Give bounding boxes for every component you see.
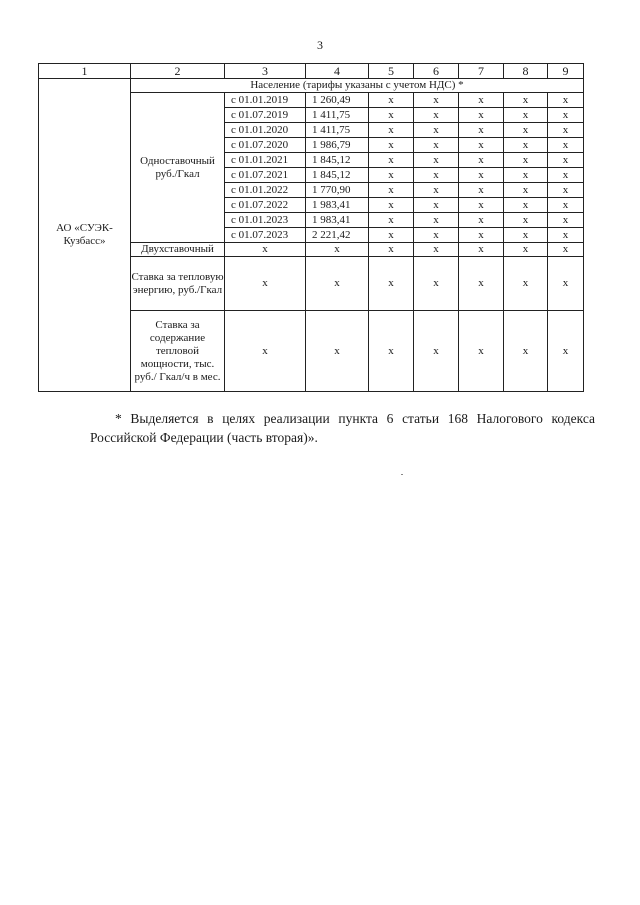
column-number-row — [39, 64, 584, 79]
column-number: 5 — [369, 64, 414, 79]
empty-mark: х — [459, 138, 504, 153]
capacity-rate-label: Ставка за содержание тепловой мощности, тыс. руб./ Гкал/ч в мес. — [131, 311, 225, 392]
empty-mark: х — [548, 228, 584, 243]
empty-mark: х — [459, 228, 504, 243]
empty-mark: х — [306, 243, 369, 257]
empty-mark: х — [548, 183, 584, 198]
empty-mark: х — [369, 123, 414, 138]
footnote-text: * Выделяется в целях реализации пункта 6 статьи 168 Налогового кодекса Российской Федерации (часть вторая)». — [90, 411, 595, 445]
tariff-value: 1 845,12 — [306, 168, 369, 183]
empty-mark: х — [225, 243, 306, 257]
empty-mark: х — [306, 311, 369, 392]
stray-mark — [401, 474, 403, 475]
empty-mark: х — [414, 138, 459, 153]
footnote — [90, 409, 595, 447]
empty-mark: х — [369, 213, 414, 228]
empty-mark: х — [225, 257, 306, 311]
empty-mark: х — [504, 213, 548, 228]
empty-mark: х — [369, 168, 414, 183]
empty-mark: х — [459, 213, 504, 228]
empty-mark: х — [459, 257, 504, 311]
empty-mark: х — [548, 138, 584, 153]
energy-rate-label: Ставка за тепловую энергию, руб./Гкал — [131, 257, 225, 311]
empty-mark: х — [459, 243, 504, 257]
two-rate-label: Двухставочный — [131, 243, 225, 257]
tariff-value: 1 983,41 — [306, 198, 369, 213]
tariff-date: с 01.01.2022 — [225, 183, 306, 198]
tariff-value: 1 770,90 — [306, 183, 369, 198]
tariff-date: с 01.01.2020 — [225, 123, 306, 138]
tariff-date: с 01.07.2019 — [225, 108, 306, 123]
empty-mark: х — [369, 153, 414, 168]
empty-mark: х — [414, 213, 459, 228]
column-number: 1 — [39, 64, 131, 79]
tariff-value: 1 845,12 — [306, 153, 369, 168]
tariff-value: 1 983,41 — [306, 213, 369, 228]
tariff-date: с 01.07.2020 — [225, 138, 306, 153]
empty-mark: х — [414, 243, 459, 257]
organization-cell: АО «СУЭК-Кузбасс» — [39, 79, 131, 392]
empty-mark: х — [548, 168, 584, 183]
empty-mark: х — [459, 183, 504, 198]
empty-mark: х — [414, 311, 459, 392]
empty-mark: х — [504, 123, 548, 138]
empty-mark: х — [414, 198, 459, 213]
tariff-value: 1 411,75 — [306, 108, 369, 123]
empty-mark: х — [548, 198, 584, 213]
empty-mark: х — [504, 183, 548, 198]
empty-mark: х — [459, 311, 504, 392]
column-number: 6 — [414, 64, 459, 79]
tariff-date: с 01.07.2022 — [225, 198, 306, 213]
empty-mark: х — [459, 123, 504, 138]
single-rate-label: Одноставочный руб./Гкал — [131, 93, 225, 243]
tariff-value: 1 260,49 — [306, 93, 369, 108]
empty-mark: х — [414, 123, 459, 138]
empty-mark: х — [414, 93, 459, 108]
empty-mark: х — [548, 108, 584, 123]
tariff-value: 1 411,75 — [306, 123, 369, 138]
tariff-value: 2 221,42 — [306, 228, 369, 243]
population-header-row — [39, 79, 584, 93]
empty-mark: х — [504, 138, 548, 153]
empty-mark: х — [459, 153, 504, 168]
empty-mark: х — [459, 93, 504, 108]
empty-mark: х — [414, 257, 459, 311]
empty-mark: х — [548, 153, 584, 168]
empty-mark: х — [369, 198, 414, 213]
column-number: 8 — [504, 64, 548, 79]
empty-mark: х — [459, 198, 504, 213]
empty-mark: х — [548, 257, 584, 311]
empty-mark: х — [414, 183, 459, 198]
empty-mark: х — [225, 311, 306, 392]
empty-mark: х — [369, 311, 414, 392]
empty-mark: х — [504, 257, 548, 311]
tariff-date: с 01.01.2019 — [225, 93, 306, 108]
empty-mark: х — [548, 123, 584, 138]
empty-mark: х — [369, 93, 414, 108]
empty-mark: х — [504, 93, 548, 108]
empty-mark: х — [548, 243, 584, 257]
empty-mark: х — [414, 108, 459, 123]
empty-mark: х — [414, 168, 459, 183]
empty-mark: х — [414, 228, 459, 243]
empty-mark: х — [459, 108, 504, 123]
column-number: 3 — [225, 64, 306, 79]
tariff-date: с 01.07.2021 — [225, 168, 306, 183]
column-number: 7 — [459, 64, 504, 79]
empty-mark: х — [504, 168, 548, 183]
empty-mark: х — [504, 243, 548, 257]
empty-mark: х — [369, 183, 414, 198]
empty-mark: х — [504, 228, 548, 243]
empty-mark: х — [369, 228, 414, 243]
empty-mark: х — [504, 198, 548, 213]
column-number: 4 — [306, 64, 369, 79]
empty-mark: х — [369, 138, 414, 153]
population-header: Население (тарифы указаны с учетом НДС) * — [131, 79, 584, 93]
column-number: 2 — [131, 64, 225, 79]
empty-mark: х — [369, 257, 414, 311]
empty-mark: х — [504, 311, 548, 392]
empty-mark: х — [369, 108, 414, 123]
page-number: 3 — [317, 38, 323, 52]
tariff-date: с 01.07.2023 — [225, 228, 306, 243]
empty-mark: х — [306, 257, 369, 311]
tariff-table — [38, 63, 584, 392]
empty-mark: х — [459, 168, 504, 183]
tariff-date: с 01.01.2023 — [225, 213, 306, 228]
empty-mark: х — [548, 213, 584, 228]
empty-mark: х — [369, 243, 414, 257]
empty-mark: х — [504, 153, 548, 168]
empty-mark: х — [548, 93, 584, 108]
empty-mark: х — [414, 153, 459, 168]
tariff-date: с 01.01.2021 — [225, 153, 306, 168]
empty-mark: х — [504, 108, 548, 123]
empty-mark: х — [548, 311, 584, 392]
tariff-value: 1 986,79 — [306, 138, 369, 153]
column-number: 9 — [548, 64, 584, 79]
